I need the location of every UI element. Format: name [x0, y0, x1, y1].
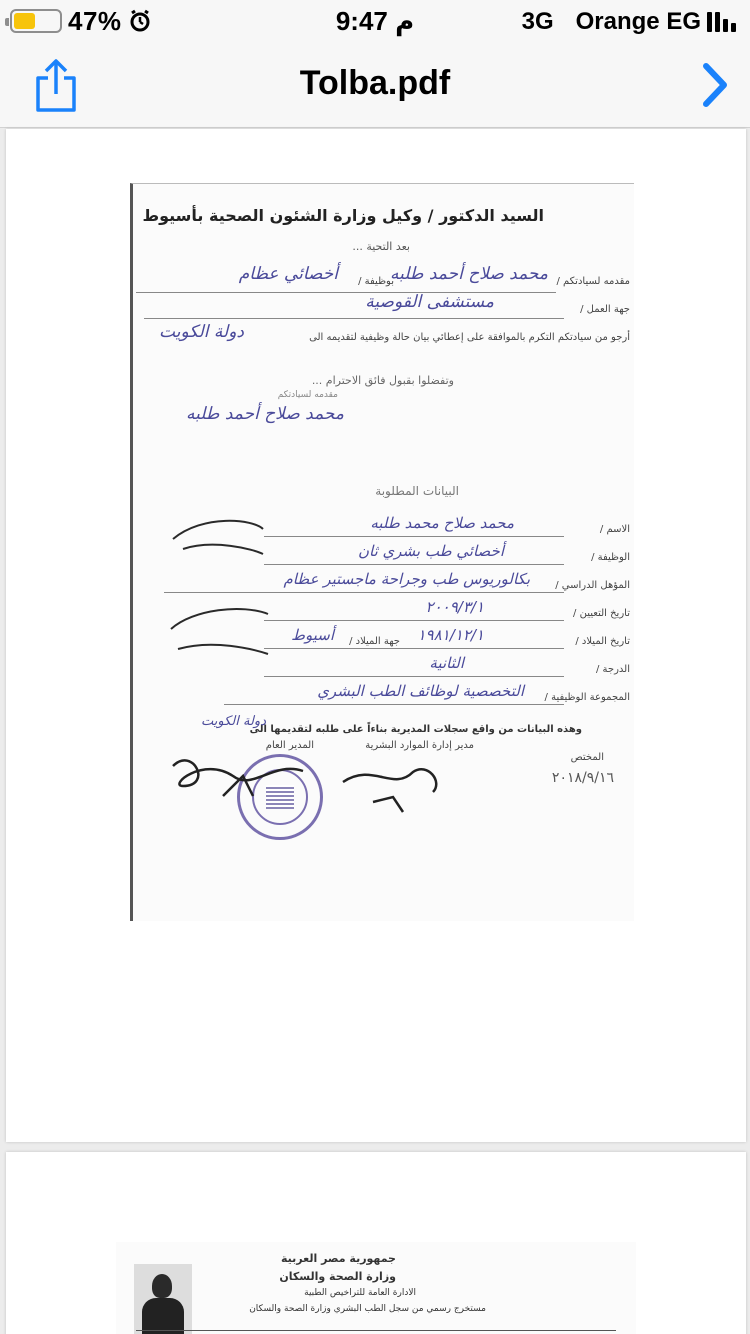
- field-value-group: التخصصية لوظائف الطب البشري: [317, 682, 524, 700]
- battery-percent: 47%: [68, 5, 122, 36]
- field-label-birth-date: تاريخ الميلاد /: [575, 636, 630, 647]
- birthplace-value: أسيوط: [291, 626, 334, 644]
- birthplace-label: جهة الميلاد /: [349, 636, 400, 647]
- job-label: بوظيفة /: [358, 276, 394, 287]
- line-rule: [144, 318, 564, 319]
- field-label-qualification: المؤهل الدراسي /: [555, 580, 630, 591]
- applicant-label: مقدمه لسيادتكم /: [556, 276, 630, 287]
- signature-value: محمد صلاح أحمد طلبه: [186, 404, 344, 424]
- line-rule: [264, 676, 564, 677]
- table-top-rule: [136, 1330, 616, 1331]
- job-value: أخصائي عظام: [238, 264, 338, 284]
- photo-body: [142, 1298, 184, 1334]
- request-text: أرجو من سيادتكم التكرم بالموافقة على إعطائي بيان حالة وظيفية لتقديمه الى: [309, 332, 630, 343]
- cert-line-4: مستخرج رسمي من سجل الطب البشري وزارة الصحة والسكان: [249, 1304, 486, 1314]
- cert-line-3: الادارة العامة للتراخيص الطبية: [304, 1288, 416, 1298]
- letter-title: السيد الدكتور / وكيل وزارة الشئون الصحية بأسيوط: [142, 206, 544, 225]
- photo-head: [152, 1274, 172, 1298]
- field-value-grade: الثانية: [429, 654, 464, 672]
- field-label-job: الوظيفة /: [591, 552, 630, 563]
- pdf-page-2[interactable]: [6, 1152, 746, 1334]
- section-heading: البيانات المطلوبة: [375, 484, 459, 498]
- field-value-job: أخصائي طب بشري ثان: [357, 542, 504, 560]
- scanned-letter: [130, 183, 634, 921]
- line-rule: [224, 704, 564, 705]
- carrier-group: [576, 8, 736, 36]
- footer-note: وهذه البيانات من واقع سجلات المديرية بناءاً على طلبه لتقديمها الى: [249, 724, 582, 735]
- applicant-name: محمد صلاح أحمد طلبه: [390, 264, 548, 284]
- signature-label: مقدمه لسيادتكم: [277, 390, 338, 400]
- network-type: 3G: [521, 8, 554, 35]
- line-rule: [264, 648, 564, 649]
- footer-destination: دولة الكويت: [201, 714, 266, 729]
- letter-thanks: وتفضلوا بقبول فائق الاحترام ...: [311, 374, 454, 387]
- cert-line-2: وزارة الصحة والسكان: [279, 1270, 396, 1283]
- signal-icon: [707, 12, 736, 32]
- specialist-label: المختص: [570, 752, 604, 763]
- nav-bar: [0, 42, 750, 128]
- carrier-name: Orange EG: [575, 8, 701, 35]
- workplace-label: جهة العمل /: [580, 304, 630, 315]
- document-title: Tolba.pdf: [299, 64, 451, 102]
- field-value-hire-date: ٢٠٠٩/٣/١: [425, 598, 484, 616]
- field-label-name: الاسم /: [599, 524, 630, 535]
- line-rule: [264, 564, 564, 565]
- status-bar: [0, 0, 750, 42]
- chevron-right-icon[interactable]: [696, 60, 736, 110]
- field-label-group: المجموعة الوظيفية /: [544, 692, 630, 703]
- field-label-grade: الدرجة /: [596, 664, 630, 675]
- specialist-date: ٢٠١٨/٩/١٦: [551, 770, 614, 786]
- manager-signature-scribble: [333, 752, 453, 822]
- field-value-qualification: بكالوريوس طب وجراحة ماجستير عظام: [283, 570, 530, 588]
- letter-greeting: بعد التحية ...: [352, 240, 410, 253]
- clock: 9:47 م: [335, 6, 415, 36]
- field-value-name: محمد صلاح محمد طلبه: [370, 514, 514, 532]
- line-rule: [264, 536, 564, 537]
- request-destination: دولة الكويت: [159, 322, 244, 342]
- workplace-value: مستشفى القوصية: [365, 292, 494, 312]
- pen-stroke-marks: [163, 509, 273, 679]
- line-rule: [264, 620, 564, 621]
- network-group: [522, 8, 736, 36]
- field-value-birth-date: ١٩٨١/١٢/١: [417, 626, 484, 644]
- field-label-hire-date: تاريخ التعيين /: [573, 608, 630, 619]
- applicant-photo: [134, 1264, 192, 1334]
- pdf-page-1[interactable]: [6, 129, 746, 1142]
- signature-scribble: [163, 746, 343, 816]
- general-manager-label: المدير العام: [265, 740, 314, 751]
- scanned-certificate: [116, 1242, 636, 1334]
- cert-line-1: جمهورية مصر العربية: [281, 1252, 396, 1265]
- hr-manager-label: مدير إدارة الموارد البشرية: [365, 740, 474, 751]
